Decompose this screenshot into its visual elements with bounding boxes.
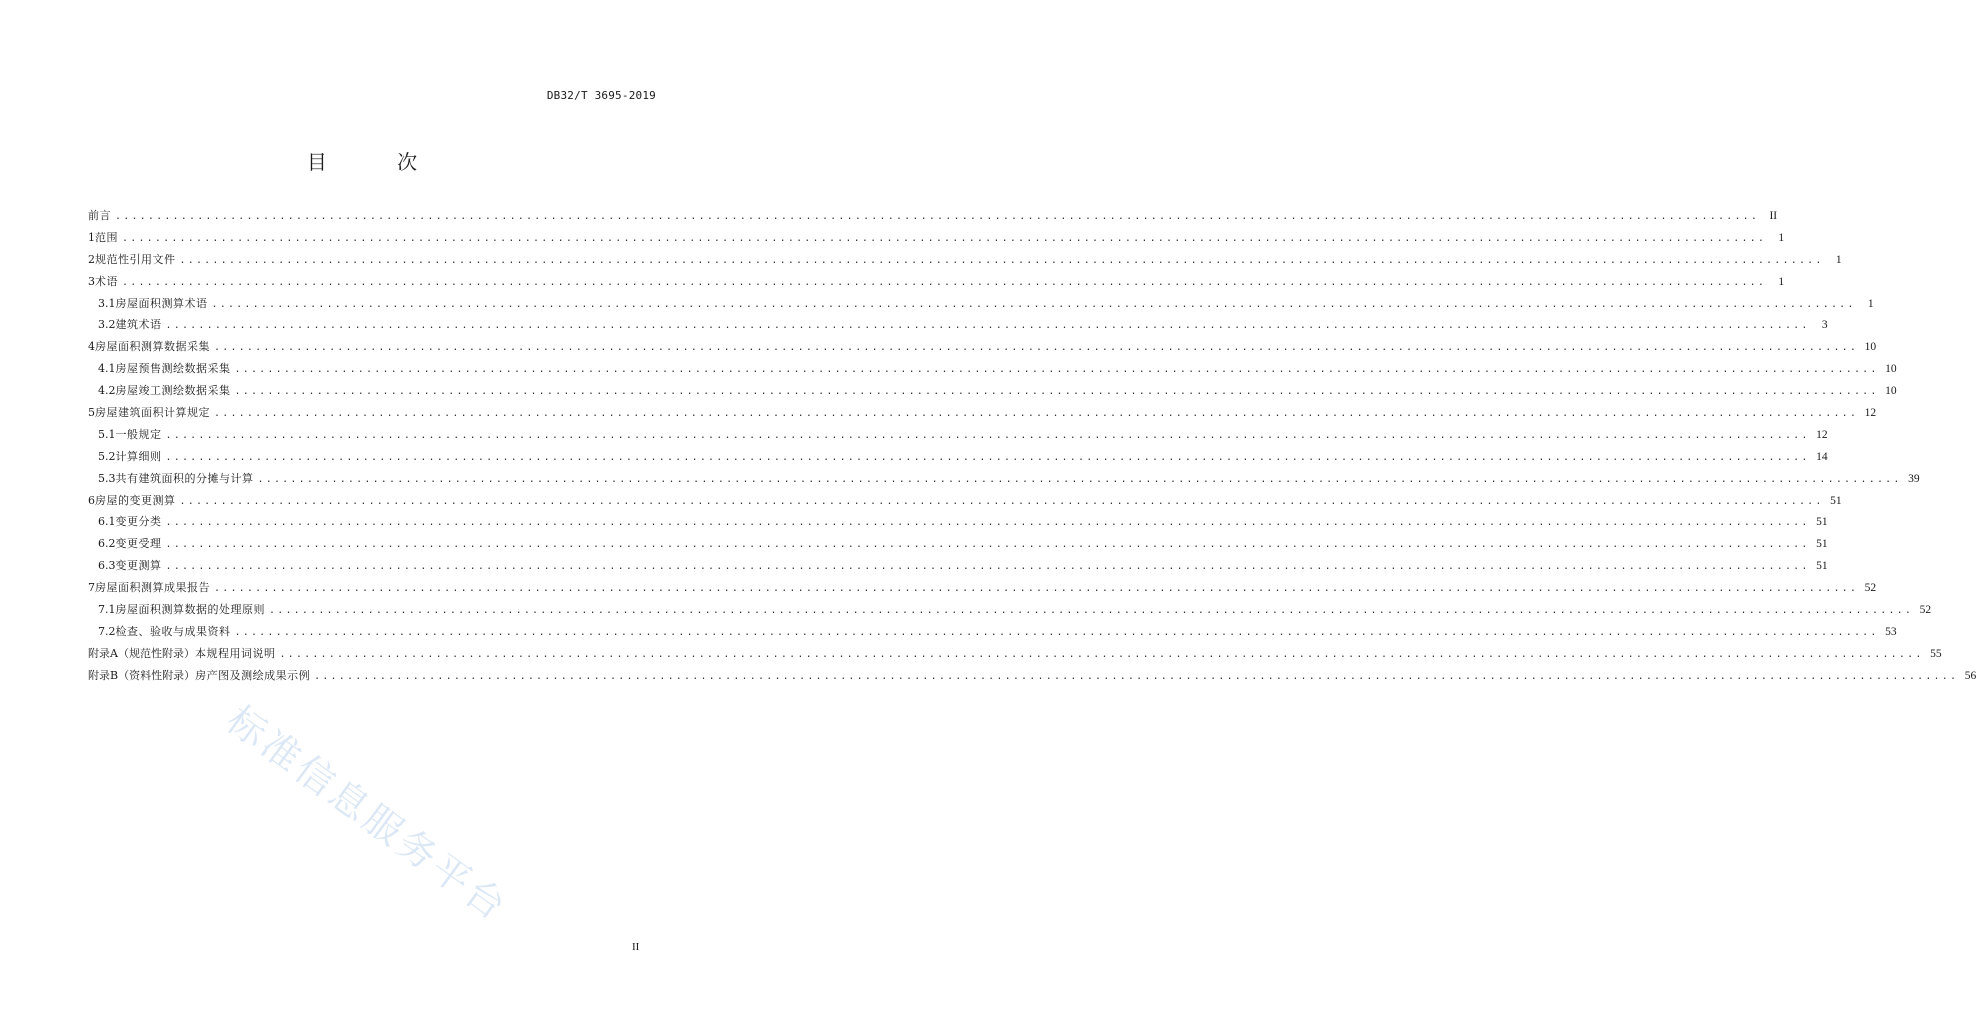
toc-entry-number: 1	[88, 230, 95, 244]
toc-entry-label: 房屋的变更测算	[95, 493, 176, 507]
toc-entry-number: 附录B（资料性附录）	[88, 668, 196, 682]
toc-entry[interactable]	[88, 314, 1828, 336]
toc-entry-page: 3	[1821, 319, 1828, 332]
toc-entry-number: 6.2	[98, 537, 116, 551]
toc-entry-page: II	[1769, 210, 1778, 222]
toc-entry-label: 术语	[95, 274, 118, 288]
dot-leader: ........................................................................................................................................................................................................	[165, 320, 1810, 332]
toc-entry-number: 3.2	[98, 318, 116, 332]
toc-entry-label: 一般规定	[115, 427, 162, 441]
toc-entry[interactable]	[88, 249, 1842, 271]
toc-entry-label: 房屋竣工测绘数据采集	[115, 384, 231, 398]
dot-leader: ........................................................................................................................................................................................................	[269, 605, 1914, 617]
toc-entry-number: 3	[88, 274, 95, 288]
toc-entry-page: 53	[1885, 625, 1897, 638]
toc-appendix-entry[interactable]	[88, 643, 1942, 665]
toc-entry-number: 6	[88, 493, 95, 507]
toc-entry[interactable]	[88, 205, 1778, 227]
dot-leader: ........................................................................................................................................................................................................	[279, 648, 1924, 660]
dot-leader: ........................................................................................................................................................................................................	[211, 298, 1856, 310]
toc-entry[interactable]	[88, 621, 1897, 643]
toc-entry-number: 7.1	[98, 603, 116, 617]
toc-entry-number: 4.2	[98, 384, 116, 398]
table-of-contents	[88, 205, 1976, 687]
toc-entry-page: 55	[1930, 647, 1942, 660]
toc-entry-number: 7	[88, 581, 95, 595]
toc-entry-label: 检查、验收与成果资料	[115, 624, 231, 638]
dot-leader: ........................................................................................................................................................................................................	[165, 429, 1810, 441]
toc-entry-label: 共有建筑面积的分摊与计算	[115, 471, 254, 485]
toc-entry-number: 7.2	[98, 624, 116, 638]
page-title: 目 次	[306, 150, 450, 174]
toc-entry-label: 变更分类	[115, 515, 162, 529]
toc-entry[interactable]	[88, 271, 1785, 293]
toc-entry[interactable]	[88, 336, 1877, 358]
toc-entry-page: 51	[1816, 538, 1828, 551]
dot-leader: ........................................................................................................................................................................................................	[165, 561, 1810, 573]
toc-entry-page: 51	[1816, 516, 1828, 529]
toc-appendix-entry[interactable]	[88, 665, 1976, 687]
document-code: DB32/T 3695-2019	[546, 89, 656, 102]
dot-leader: ........................................................................................................................................................................................................	[214, 583, 1859, 595]
toc-entry-label: 计算细则	[115, 449, 162, 463]
toc-entry-page: 52	[1864, 582, 1877, 595]
toc-entry-number: 3.1	[98, 296, 116, 310]
toc-entry-label: 房屋预售测绘数据采集	[115, 362, 231, 376]
toc-entry-page: 51	[1830, 494, 1842, 507]
toc-entry-page: 1	[1867, 297, 1874, 310]
toc-entry-number: 2	[88, 252, 95, 266]
dot-leader: ........................................................................................................................................................................................................	[122, 232, 1767, 244]
toc-entry-number: 5.3	[98, 471, 116, 485]
dot-leader: ........................................................................................................................................................................................................	[165, 517, 1810, 529]
toc-entry[interactable]	[88, 424, 1828, 446]
toc-entry[interactable]	[88, 293, 1874, 315]
toc-entry-number: 附录A（规范性附录）	[88, 646, 195, 660]
toc-entry-label: 房屋面积测算术语	[115, 296, 208, 310]
toc-entry-label: 变更受理	[115, 537, 162, 551]
dot-leader: ........................................................................................................................................................................................................	[234, 364, 1879, 376]
toc-entry-page: 56	[1964, 669, 1976, 682]
toc-entry[interactable]	[88, 380, 1897, 402]
toc-entry[interactable]	[88, 511, 1828, 533]
toc-entry-number: 6.3	[98, 559, 116, 573]
dot-leader: ........................................................................................................................................................................................................	[234, 626, 1879, 638]
toc-entry[interactable]	[88, 599, 1932, 621]
toc-entry-number: 4.1	[98, 362, 116, 376]
toc-entry-label: 本规程用词说明	[194, 646, 276, 660]
toc-entry-page: 51	[1816, 560, 1828, 573]
toc-entry-label: 前言	[88, 209, 111, 222]
toc-entry-label: 规范性引用文件	[95, 252, 176, 266]
toc-entry[interactable]	[88, 533, 1828, 555]
dot-leader: ........................................................................................................................................................................................................	[122, 276, 1767, 288]
toc-entry-page: 1	[1778, 231, 1785, 244]
toc-entry-page: 39	[1908, 472, 1920, 485]
toc-entry-page: 12	[1864, 407, 1877, 420]
dot-leader: ........................................................................................................................................................................................................	[165, 539, 1810, 551]
dot-leader: ........................................................................................................................................................................................................	[234, 386, 1879, 398]
footer-page-number: II	[632, 941, 640, 953]
toc-entry-label: 变更测算	[115, 559, 162, 573]
toc-entry-label: 建筑术语	[115, 318, 162, 332]
toc-entry-label: 房屋面积测算数据的处理原则	[115, 603, 265, 617]
toc-entry-page: 52	[1919, 604, 1932, 617]
toc-entry-number: 5.1	[98, 427, 116, 441]
toc-entry[interactable]	[88, 468, 1920, 490]
toc-entry-page: 14	[1816, 450, 1828, 463]
toc-entry-label: 房屋面积测算成果报告	[95, 581, 210, 595]
toc-entry-number: 6.1	[98, 515, 116, 529]
toc-entry[interactable]	[88, 555, 1828, 577]
toc-entry-label: 房屋建筑面积计算规定	[95, 406, 210, 420]
toc-entry-label: 房产图及测绘成果示例	[195, 668, 311, 682]
toc-entry-label: 范围	[95, 230, 118, 244]
watermark: 标准信息服务平台	[218, 697, 517, 931]
toc-entry-number: 5.2	[98, 449, 116, 463]
toc-entry[interactable]	[88, 402, 1877, 424]
dot-leader: ........................................................................................................................................................................................................	[179, 254, 1824, 266]
toc-entry-page: 1	[1778, 275, 1785, 288]
toc-entry[interactable]	[88, 358, 1897, 380]
dot-leader: ........................................................................................................................................................................................................	[115, 211, 1760, 222]
toc-entry-page: 10	[1885, 385, 1897, 398]
toc-entry-page: 1	[1835, 253, 1842, 266]
toc-entry-number: 4	[88, 340, 95, 354]
toc-entry-label: 房屋面积测算数据采集	[95, 340, 210, 354]
toc-entry[interactable]	[88, 577, 1877, 599]
dot-leader: ........................................................................................................................................................................................................	[214, 408, 1859, 420]
dot-leader: ........................................................................................................................................................................................................	[165, 451, 1810, 463]
dot-leader: ........................................................................................................................................................................................................	[314, 670, 1959, 682]
dot-leader: ........................................................................................................................................................................................................	[257, 473, 1902, 485]
toc-entry-page: 12	[1816, 428, 1828, 441]
toc-entry-page: 10	[1885, 363, 1897, 376]
toc-entry[interactable]	[88, 490, 1842, 512]
toc-entry-number: 5	[88, 406, 95, 420]
dot-leader: ........................................................................................................................................................................................................	[214, 342, 1859, 354]
toc-entry[interactable]	[88, 227, 1785, 249]
toc-entry[interactable]	[88, 446, 1828, 468]
dot-leader: ........................................................................................................................................................................................................	[179, 495, 1824, 507]
toc-entry-page: 10	[1864, 341, 1877, 354]
